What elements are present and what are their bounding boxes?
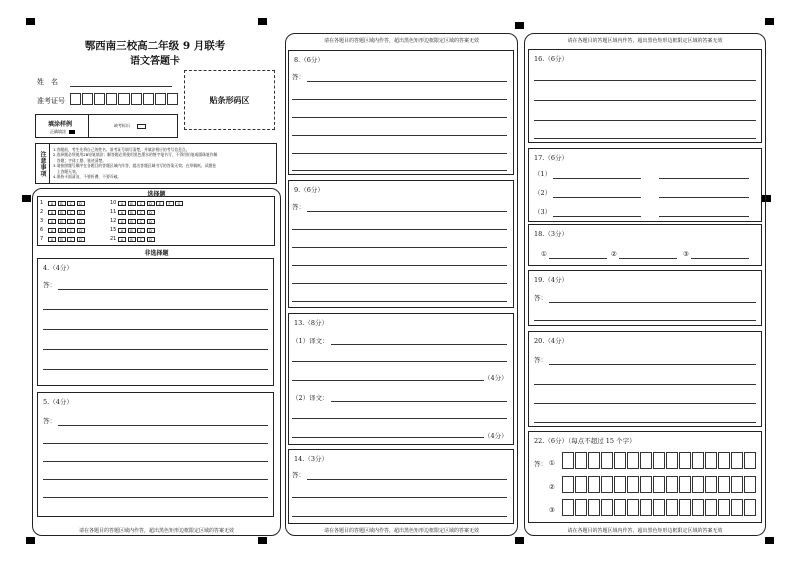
question-20-title: 20.（4分）: [534, 337, 568, 345]
question-4-title: 4.（4分）: [43, 264, 73, 272]
answer-line[interactable]: [43, 369, 268, 370]
writing-cell[interactable]: [744, 476, 756, 493]
answer-line[interactable]: [307, 81, 507, 82]
answer-line[interactable]: [534, 100, 756, 101]
answer-line[interactable]: [292, 497, 507, 498]
answer-line[interactable]: [292, 301, 507, 302]
answer-label: 答：: [292, 203, 305, 211]
option-bubble[interactable]: D: [147, 201, 155, 206]
writing-cell[interactable]: [744, 452, 756, 469]
choice-row: [110, 218, 156, 224]
writing-cell[interactable]: [679, 499, 691, 516]
option-bubble[interactable]: A: [48, 237, 56, 242]
writing-cell[interactable]: [627, 499, 639, 516]
question-13-box: [288, 313, 514, 445]
fill-example-box: [35, 114, 178, 138]
question-9-title: 9.（6分）: [294, 186, 324, 194]
choice-row: [40, 209, 86, 215]
writing-cell[interactable]: [666, 476, 678, 493]
question-number: 3: [40, 218, 44, 224]
writing-cell[interactable]: [718, 476, 730, 493]
question-22-box: [528, 431, 762, 523]
answer-line[interactable]: [534, 120, 756, 121]
warning-text: 请在各题目的答题区域内作答，超出黑色矩形边框限定区域的答案无效: [78, 528, 234, 534]
notice-box: [35, 143, 277, 184]
timing-mark: [515, 537, 524, 544]
option-bubble[interactable]: D: [77, 201, 85, 206]
option-bubble[interactable]: C: [67, 201, 75, 206]
writing-cell[interactable]: [718, 452, 730, 469]
option-bubble[interactable]: A: [48, 201, 56, 206]
answer-line[interactable]: [43, 461, 268, 462]
question-8-box: [288, 50, 514, 175]
option-bubble[interactable]: E: [156, 201, 164, 206]
warning-text: 请在各题目的答题区域内作答，超出黑色矩形边框限定区域的答案无效: [323, 38, 479, 44]
question-19-title: 19.（4分）: [534, 276, 568, 284]
absent-checkbox[interactable]: [137, 124, 146, 129]
writing-cell[interactable]: [562, 499, 574, 516]
option-bubble[interactable]: B: [58, 237, 66, 242]
answer-label: 答：: [292, 73, 305, 81]
exam-no-label: 准考证号: [37, 97, 65, 105]
score-label: （4分）: [484, 374, 508, 382]
writing-cell[interactable]: [614, 476, 626, 493]
option-bubble[interactable]: B: [128, 201, 136, 206]
answer-line[interactable]: [292, 153, 507, 154]
option-bubble[interactable]: B: [128, 210, 136, 215]
option-bubble[interactable]: C: [137, 201, 145, 206]
item-label: ②: [549, 483, 555, 491]
question-13-title: 13.（8分）: [294, 319, 328, 327]
option-bubble[interactable]: A: [118, 219, 126, 224]
writing-cell[interactable]: [718, 499, 730, 516]
exam-title: 鄂西南三校高二年级 9 月联考: [84, 40, 226, 52]
option-bubble[interactable]: G: [175, 201, 183, 206]
answer-line[interactable]: [553, 197, 641, 198]
answer-line[interactable]: [549, 364, 756, 365]
option-bubble[interactable]: D: [77, 210, 85, 215]
option-bubble[interactable]: D: [77, 237, 85, 242]
warning-text: 请在各题目的答题区域内作答，超出黑色矩形边框限定区域的答案无效: [567, 528, 723, 534]
answer-line[interactable]: [307, 479, 507, 480]
option-bubble[interactable]: C: [67, 237, 75, 242]
writing-cell[interactable]: [666, 452, 678, 469]
answer-line[interactable]: [659, 216, 749, 217]
question-4-box: [37, 258, 274, 386]
answer-line[interactable]: [534, 403, 756, 404]
answer-line[interactable]: [292, 265, 507, 266]
option-bubble[interactable]: C: [67, 210, 75, 215]
writing-cell[interactable]: [601, 499, 613, 516]
writing-cell[interactable]: [653, 452, 665, 469]
option-bubble[interactable]: C: [67, 228, 75, 233]
choice-row: [40, 236, 86, 242]
answer-line[interactable]: [331, 401, 507, 402]
timing-mark: [26, 537, 35, 544]
choice-row: [110, 209, 156, 215]
question-5-title: 5.（4分）: [43, 398, 73, 406]
answer-line[interactable]: [553, 216, 641, 217]
answer-line[interactable]: [292, 380, 484, 381]
question-number: 2: [40, 209, 44, 215]
question-number: 12: [110, 218, 117, 224]
question-number: 7: [40, 236, 44, 242]
option-bubble[interactable]: A: [118, 210, 126, 215]
writing-cell[interactable]: [705, 499, 717, 516]
question-18-box: [528, 224, 762, 266]
timing-mark: [26, 18, 35, 25]
answer-line[interactable]: [659, 178, 749, 179]
answer-line[interactable]: [43, 497, 268, 498]
option-bubble[interactable]: D: [147, 237, 155, 242]
warning-text: 请在各题目的答题区域内作答，超出黑色矩形边框限定区域的答案无效: [567, 38, 723, 44]
option-bubble[interactable]: F: [166, 201, 174, 206]
question-5-box: [37, 392, 274, 517]
exam-no-boxes[interactable]: [70, 93, 178, 105]
option-bubble[interactable]: A: [48, 219, 56, 224]
option-bubble[interactable]: A: [48, 228, 56, 233]
answer-line[interactable]: [534, 80, 756, 81]
answer-line[interactable]: [549, 302, 756, 303]
writing-cell[interactable]: [627, 452, 639, 469]
option-bubble[interactable]: B: [128, 219, 136, 224]
writing-cell[interactable]: [614, 499, 626, 516]
answer-line[interactable]: [659, 197, 749, 198]
item-label: （2）: [534, 189, 552, 197]
option-bubble[interactable]: A: [118, 228, 126, 233]
question-number: 11: [110, 209, 117, 215]
item-label: ②: [611, 250, 617, 258]
question-17-title: 17.（6分）: [534, 154, 568, 162]
option-bubble[interactable]: D: [147, 210, 155, 215]
answer-line[interactable]: [691, 258, 749, 259]
answer-line[interactable]: [58, 289, 268, 290]
writing-cell[interactable]: [588, 452, 600, 469]
question-16-box: [528, 49, 762, 143]
question-8-title: 8.（6分）: [294, 56, 324, 64]
answer-line[interactable]: [43, 479, 268, 480]
answer-line[interactable]: [549, 258, 607, 259]
choice-row: [40, 227, 86, 233]
name-line[interactable]: [70, 86, 172, 87]
question-19-box: [528, 270, 762, 326]
writing-cell[interactable]: [575, 452, 587, 469]
answer-line[interactable]: [534, 138, 756, 139]
item-label: （1）: [534, 170, 552, 178]
answer-line[interactable]: [307, 211, 507, 212]
answer-label: 答：: [534, 460, 547, 468]
option-bubble[interactable]: B: [58, 228, 66, 233]
writing-cell[interactable]: [562, 476, 574, 493]
answer-line[interactable]: [292, 418, 507, 419]
answer-line[interactable]: [292, 361, 507, 362]
writing-cell[interactable]: [744, 499, 756, 516]
writing-cell[interactable]: [588, 499, 600, 516]
writing-cell[interactable]: [692, 476, 704, 493]
answer-line[interactable]: [534, 422, 756, 423]
answer-line[interactable]: [292, 170, 507, 171]
question-17-box: [528, 148, 762, 222]
timing-mark: [22, 195, 31, 202]
answer-label: 答：: [43, 417, 56, 425]
option-bubble[interactable]: B: [128, 228, 136, 233]
answer-line[interactable]: [292, 117, 507, 118]
question-22-title: 22.（6分）（每点不超过 15 个字）: [534, 437, 636, 445]
option-bubble[interactable]: D: [147, 228, 155, 233]
answer-label: 答：: [534, 294, 547, 302]
answer-line[interactable]: [43, 443, 268, 444]
option-bubble[interactable]: D: [77, 219, 85, 224]
question-number: 15: [110, 227, 117, 233]
timing-mark: [765, 18, 774, 25]
sheet-subtitle: 语文答题卡: [130, 56, 180, 67]
option-bubble[interactable]: A: [118, 237, 126, 242]
writing-cell[interactable]: [640, 499, 652, 516]
option-bubble[interactable]: C: [137, 237, 145, 242]
writing-cell[interactable]: [692, 499, 704, 516]
question-13-part-1: （1）译文：: [292, 337, 329, 345]
question-number: 1: [40, 200, 44, 206]
question-14-box: [288, 449, 514, 524]
writing-cell[interactable]: [575, 499, 587, 516]
answer-line[interactable]: [292, 516, 507, 517]
filled-mark-icon: [69, 130, 75, 134]
answer-line[interactable]: [534, 320, 756, 321]
writing-cell[interactable]: [679, 476, 691, 493]
writing-cell[interactable]: [588, 476, 600, 493]
answer-line[interactable]: [43, 329, 268, 330]
writing-cell[interactable]: [653, 499, 665, 516]
item-label: ③: [683, 250, 689, 258]
answer-label: 答：: [292, 471, 305, 479]
writing-cell[interactable]: [666, 499, 678, 516]
absent-label: 缺考标识: [114, 123, 130, 128]
choice-row: [40, 218, 86, 224]
choice-title: 选择题: [147, 191, 166, 198]
answer-label: 答：: [534, 356, 547, 364]
choice-row: [110, 200, 185, 206]
answer-line[interactable]: [292, 99, 507, 100]
writing-cell[interactable]: [679, 452, 691, 469]
writing-cell[interactable]: [562, 452, 574, 469]
item-label: （3）: [534, 208, 552, 216]
question-13-part-2: （2）译文：: [292, 394, 329, 402]
answer-line[interactable]: [553, 178, 641, 179]
notice-text: 1.答题前，考生先将自己的姓名、准考证号填写清楚，并填涂相应的考号信息点。 2.选择题必须使用2B铅笔填涂；解答题必须使用黑色墨水的签字笔书写，不得用铅笔或圆珠笔作解 答题；字体工整、笔迹清楚。 3.请按照题号顺序在各题目的答题区域内作答，超出答题区域书写的答案无效；在草稿纸、试题卷 上答题无效。 4.保持卡面清洁，不要折叠、不要弄破。: [53, 147, 218, 180]
writing-cell[interactable]: [731, 499, 743, 516]
notice-label: 注意事项: [36, 144, 50, 183]
writing-cell[interactable]: [601, 452, 613, 469]
timing-mark: [258, 18, 267, 25]
timing-mark: [515, 22, 524, 29]
answer-line[interactable]: [534, 384, 756, 385]
question-number: 10: [110, 200, 117, 206]
question-number: 21: [110, 236, 117, 242]
option-bubble[interactable]: B: [128, 237, 136, 242]
question-18-title: 18.（3分）: [534, 230, 568, 238]
writing-cell[interactable]: [627, 476, 639, 493]
writing-cell[interactable]: [640, 476, 652, 493]
option-bubble[interactable]: C: [67, 219, 75, 224]
answer-line[interactable]: [331, 344, 507, 345]
question-16-title: 16.（6分）: [534, 55, 568, 63]
answer-line[interactable]: [292, 229, 507, 230]
writing-cell[interactable]: [601, 476, 613, 493]
answer-line[interactable]: [58, 425, 268, 426]
question-20-box: [528, 331, 762, 427]
answer-line[interactable]: [43, 309, 268, 310]
answer-line[interactable]: [292, 283, 507, 284]
answer-label: 答：: [43, 281, 56, 289]
option-bubble[interactable]: A: [118, 201, 126, 206]
writing-cell[interactable]: [731, 452, 743, 469]
name-label: 姓 名: [37, 78, 58, 86]
nonchoice-title: 非选择题: [144, 250, 169, 257]
question-9-box: [288, 180, 514, 308]
option-bubble[interactable]: D: [147, 219, 155, 224]
option-bubble[interactable]: A: [48, 210, 56, 215]
item-label: ③: [549, 506, 555, 514]
option-bubble[interactable]: C: [137, 210, 145, 215]
writing-cell[interactable]: [692, 452, 704, 469]
option-bubble[interactable]: B: [58, 219, 66, 224]
timing-mark: [258, 537, 267, 544]
item-label: ①: [541, 250, 547, 258]
answer-line[interactable]: [292, 247, 507, 248]
choice-row: [110, 236, 156, 242]
question-number: 6: [40, 227, 44, 233]
question-14-title: 14.（3分）: [294, 455, 328, 463]
option-bubble[interactable]: B: [58, 201, 66, 206]
fill-example-label: 填涂样例: [48, 121, 73, 128]
writing-cell[interactable]: [731, 476, 743, 493]
choice-row: [40, 200, 86, 206]
barcode-area: [184, 70, 275, 130]
writing-cell[interactable]: [705, 452, 717, 469]
option-bubble[interactable]: B: [58, 210, 66, 215]
correct-fill-label: 正确填涂: [50, 129, 66, 134]
option-bubble[interactable]: D: [77, 228, 85, 233]
score-label: （4分）: [484, 432, 508, 440]
timing-mark: [765, 537, 774, 544]
answer-line[interactable]: [292, 437, 484, 438]
option-bubble[interactable]: C: [137, 219, 145, 224]
warning-text: 请在各题目的答题区域内作答，超出黑色矩形边框限定区域的答案无效: [323, 528, 479, 534]
choice-row: [110, 227, 156, 233]
writing-cell[interactable]: [653, 476, 665, 493]
answer-line[interactable]: [619, 258, 677, 259]
option-bubble[interactable]: C: [137, 228, 145, 233]
writing-cell[interactable]: [575, 476, 587, 493]
writing-cell[interactable]: [640, 452, 652, 469]
writing-cell[interactable]: [614, 452, 626, 469]
barcode-label: 贴条形码区: [209, 94, 250, 105]
item-label: ①: [549, 459, 555, 467]
writing-cell[interactable]: [705, 476, 717, 493]
answer-line[interactable]: [292, 135, 507, 136]
answer-line[interactable]: [43, 349, 268, 350]
